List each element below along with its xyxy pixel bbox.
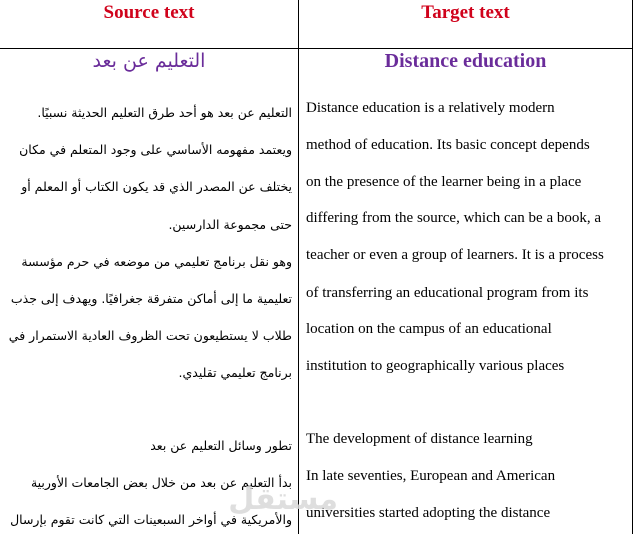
right-border xyxy=(632,0,633,534)
english-line: teacher or even a group of learners. It is a process xyxy=(306,247,604,263)
arabic-line: تعليمية ما إلى أماكن متفرقة جغرافيًا. ويهدف إلى جذب xyxy=(10,291,292,306)
english-line: Distance education is a relatively modern xyxy=(306,100,555,116)
english-line: method of education. Its basic concept depends xyxy=(306,137,590,153)
english-line: differing from the source, which can be a book, a xyxy=(306,210,602,226)
arabic-title: التعليم عن بعد xyxy=(92,50,206,72)
english-title: Distance education xyxy=(384,50,547,72)
english-line: of transferring an educational program from its xyxy=(306,285,589,301)
english-line: universities started adopting the distance xyxy=(306,505,551,521)
arabic-line: يختلف عن المصدر الذي قد يكون الكتاب أو المعلم أو xyxy=(21,179,292,194)
arabic-line: تطور وسائل التعليم عن بعد xyxy=(150,438,292,453)
arabic-line: طلاب لا يستطيعون تحت الظروف العادية الاستمرار في xyxy=(8,328,292,343)
arabic-line: برنامج تعليمي تقليدي. xyxy=(178,365,292,380)
arabic-line: وهو نقل برنامج تعليمي من موضعه في حرم مؤسسة xyxy=(21,254,292,269)
english-line: The development of distance learning xyxy=(306,431,533,447)
english-line: institution to geographically various places xyxy=(306,358,565,374)
english-line: In late seventies, European and American xyxy=(306,468,556,484)
source-text-header: Source text xyxy=(103,2,195,23)
arabic-line: والأمريكية في أواخر السبعينات التي كانت تقوم بإرسال xyxy=(10,512,292,527)
column-divider xyxy=(298,0,299,534)
english-line: on the presence of the learner being in a place xyxy=(306,174,582,190)
arabic-line: حتى مجموعة الدارسين. xyxy=(168,217,292,232)
arabic-line: التعليم عن بعد هو أحد طرق التعليم الحديثة نسبيًا. xyxy=(37,105,292,120)
arabic-line: بدأ التعليم عن بعد من خلال بعض الجامعات الأوربية xyxy=(30,475,292,490)
mostaql-watermark-logo: مستقل xyxy=(228,482,338,517)
target-text-header: Target text xyxy=(421,2,510,23)
english-line: location on the campus of an educational xyxy=(306,321,552,337)
arabic-line: ويعتمد مفهومه الأساسي على وجود المتعلم في مكان xyxy=(19,142,292,157)
